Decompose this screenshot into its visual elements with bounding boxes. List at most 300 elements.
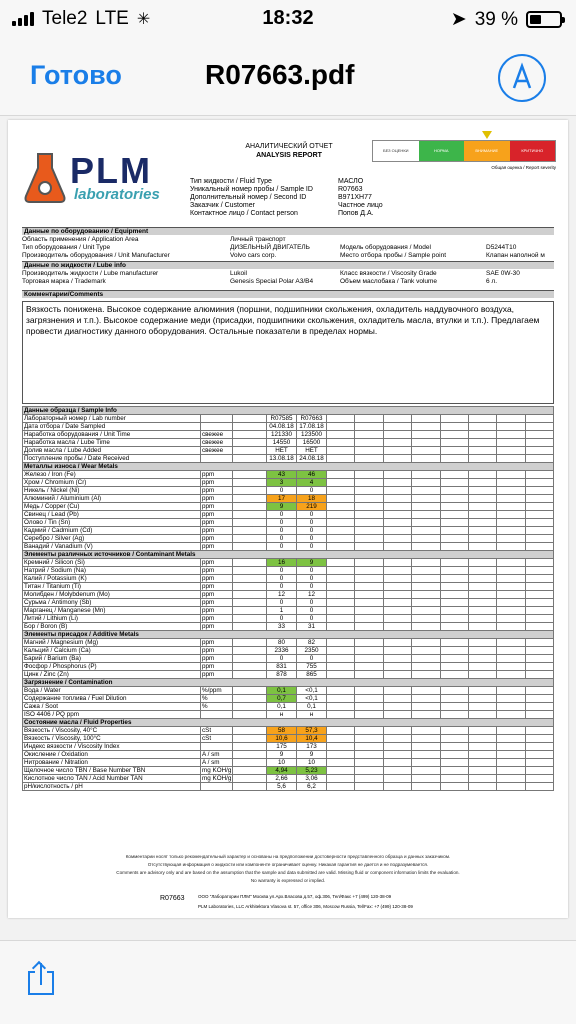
spacer xyxy=(233,639,267,647)
spacer xyxy=(233,767,267,775)
empty-cell xyxy=(355,615,383,623)
unit xyxy=(201,455,233,463)
param-name: Фосфор / Phosphorus (P) xyxy=(23,663,201,671)
value-curr: 123500 xyxy=(297,431,327,439)
empty-cell xyxy=(525,575,553,583)
empty-cell xyxy=(327,575,355,583)
empty-cell xyxy=(440,495,468,503)
empty-cell xyxy=(525,495,553,503)
empty-cell xyxy=(440,727,468,735)
empty-cell xyxy=(383,727,411,735)
empty-cell xyxy=(355,663,383,671)
empty-cell xyxy=(383,503,411,511)
empty-cell xyxy=(383,479,411,487)
empty-cell xyxy=(525,735,553,743)
value-prev: 10 xyxy=(267,759,297,767)
value-curr: 0 xyxy=(297,615,327,623)
spacer xyxy=(233,703,267,711)
empty-cell xyxy=(440,527,468,535)
empty-cell xyxy=(497,543,525,551)
empty-cell xyxy=(525,455,553,463)
section-title: Элементы присадок / Additive Metals xyxy=(23,631,554,639)
empty-cell xyxy=(440,543,468,551)
empty-cell xyxy=(383,615,411,623)
empty-cell xyxy=(525,471,553,479)
empty-cell xyxy=(525,487,553,495)
spacer xyxy=(233,543,267,551)
param-name: Щелочное число TBN / Base Number TBN xyxy=(23,767,201,775)
empty-cell xyxy=(468,503,496,511)
empty-cell xyxy=(525,591,553,599)
empty-cell xyxy=(497,423,525,431)
empty-cell xyxy=(440,431,468,439)
empty-cell xyxy=(525,567,553,575)
severity-marker xyxy=(482,131,492,139)
empty-cell xyxy=(525,687,553,695)
empty-cell xyxy=(440,439,468,447)
empty-cell xyxy=(327,431,355,439)
empty-cell xyxy=(468,567,496,575)
unit: свежее xyxy=(201,447,233,455)
value-prev: 0 xyxy=(267,567,297,575)
empty-cell xyxy=(468,583,496,591)
param-name: Титан / Titanium (Ti) xyxy=(23,583,201,591)
empty-cell xyxy=(383,519,411,527)
empty-cell xyxy=(468,471,496,479)
empty-cell xyxy=(440,711,468,719)
empty-cell xyxy=(497,783,525,791)
empty-cell xyxy=(355,735,383,743)
empty-cell xyxy=(440,767,468,775)
empty-cell xyxy=(327,543,355,551)
value-prev: 5,6 xyxy=(267,783,297,791)
empty-cell xyxy=(525,415,553,423)
param-name: Магний / Magnesium (Mg) xyxy=(23,639,201,647)
value-curr: 0 xyxy=(297,655,327,663)
empty-cell xyxy=(383,751,411,759)
empty-cell xyxy=(327,695,355,703)
value-curr: 9 xyxy=(297,559,327,567)
empty-cell xyxy=(412,607,440,615)
empty-cell xyxy=(383,455,411,463)
equip-row: Тип оборудования / Unit Type ДИЗЕЛЬНЫЙ ДВИГАТЕЛЬ Модель оборудования / Model D5244T10 xyxy=(22,244,517,251)
status-bar xyxy=(0,0,576,40)
value-prev: 175 xyxy=(267,743,297,751)
equip-row: Производитель оборудования / Unit Manufacturer Volvo cars corp. Место отбора пробы / Sample point Клапан наполной м xyxy=(22,252,545,259)
value-curr: 0 xyxy=(297,519,327,527)
disclaimer: Комментарии носят только рекомендательный характер и основаны на предположении достоверности представленного образца и данных заказчиком. Отсутствующая информация о жидкости или компоненте ограничивает оценку. Никакая гарантия не дается и не подразумевается. Comments are advisory only and are based on the assumption that the sample and data submitted are valid. Missing fluid or component information limits the evaluation. No warranty is expressed or implied. xyxy=(116,854,460,883)
value-prev: НЕТ xyxy=(267,447,297,455)
empty-cell xyxy=(327,687,355,695)
table-row xyxy=(23,439,554,447)
empty-cell xyxy=(412,575,440,583)
table-row xyxy=(23,735,554,743)
empty-cell xyxy=(327,495,355,503)
spacer xyxy=(233,615,267,623)
empty-cell xyxy=(383,527,411,535)
spacer xyxy=(233,711,267,719)
empty-cell xyxy=(355,503,383,511)
empty-cell xyxy=(497,711,525,719)
param-name: Наработка масла / Lube Time xyxy=(23,439,201,447)
value-curr: 4 xyxy=(297,479,327,487)
unit: ppm xyxy=(201,647,233,655)
empty-cell xyxy=(468,751,496,759)
unit xyxy=(201,711,233,719)
unit: ppm xyxy=(201,535,233,543)
section-title: Загрязнение / Contamination xyxy=(23,679,554,687)
empty-cell xyxy=(412,639,440,647)
logo-subtext: laboratories xyxy=(74,186,160,203)
param-name: Никель / Nickel (Ni) xyxy=(23,487,201,495)
unit xyxy=(201,423,233,431)
empty-cell xyxy=(383,415,411,423)
empty-cell xyxy=(440,607,468,615)
unit: свежее xyxy=(201,439,233,447)
param-name: Натрий / Sodium (Na) xyxy=(23,567,201,575)
empty-cell xyxy=(383,607,411,615)
value-prev: R07585 xyxy=(267,415,297,423)
param-name: Вода / Water xyxy=(23,687,201,695)
spacer xyxy=(233,623,267,631)
empty-cell xyxy=(525,423,553,431)
empty-cell xyxy=(327,447,355,455)
value-curr: 82 xyxy=(297,639,327,647)
empty-cell xyxy=(327,727,355,735)
value-curr: 24.08.18 xyxy=(297,455,327,463)
value-prev: 10,6 xyxy=(267,735,297,743)
empty-cell xyxy=(355,495,383,503)
battery-icon xyxy=(526,11,562,28)
spacer xyxy=(233,727,267,735)
lube-section: Данные по жидкости / Lube info xyxy=(22,261,554,269)
empty-cell xyxy=(355,559,383,567)
param-name: Сажа / Soot xyxy=(23,703,201,711)
spacer xyxy=(233,575,267,583)
empty-cell xyxy=(327,775,355,783)
unit xyxy=(201,743,233,751)
empty-cell xyxy=(412,527,440,535)
empty-cell xyxy=(355,695,383,703)
empty-cell xyxy=(440,583,468,591)
param-name: Молибден / Molybdenum (Mo) xyxy=(23,591,201,599)
equip-row: Область применения / Application Area Личный транспорт xyxy=(22,236,286,243)
value-curr: 6,2 xyxy=(297,783,327,791)
table-row xyxy=(23,599,554,607)
empty-cell xyxy=(383,439,411,447)
unit: ppm xyxy=(201,495,233,503)
empty-cell xyxy=(440,599,468,607)
empty-cell xyxy=(497,695,525,703)
empty-cell xyxy=(525,535,553,543)
empty-cell xyxy=(327,471,355,479)
empty-cell xyxy=(355,647,383,655)
value-prev: 3 xyxy=(267,479,297,487)
value-curr: 865 xyxy=(297,671,327,679)
value-prev: 0,7 xyxy=(267,695,297,703)
empty-cell xyxy=(327,751,355,759)
table-row xyxy=(23,447,554,455)
unit: ppm xyxy=(201,471,233,479)
empty-cell xyxy=(355,655,383,663)
empty-cell xyxy=(525,639,553,647)
empty-cell xyxy=(497,775,525,783)
empty-cell xyxy=(383,711,411,719)
empty-cell xyxy=(497,703,525,711)
empty-cell xyxy=(525,775,553,783)
share-button[interactable] xyxy=(28,961,54,995)
markup-icon xyxy=(500,56,544,100)
empty-cell xyxy=(525,743,553,751)
spacer xyxy=(233,743,267,751)
empty-cell xyxy=(468,671,496,679)
unit: % xyxy=(201,703,233,711)
unit: свежее xyxy=(201,431,233,439)
empty-cell xyxy=(468,599,496,607)
empty-cell xyxy=(525,671,553,679)
value-prev: 0 xyxy=(267,655,297,663)
empty-cell xyxy=(468,607,496,615)
value-curr: 0 xyxy=(297,575,327,583)
empty-cell xyxy=(327,559,355,567)
table-row xyxy=(23,759,554,767)
param-name: Поступление пробы / Date Received xyxy=(23,455,201,463)
empty-cell xyxy=(327,527,355,535)
value-prev: 121330 xyxy=(267,431,297,439)
clock: 18:32 xyxy=(262,7,314,29)
empty-cell xyxy=(412,439,440,447)
empty-cell xyxy=(355,487,383,495)
empty-cell xyxy=(468,711,496,719)
empty-cell xyxy=(468,447,496,455)
empty-cell xyxy=(440,559,468,567)
empty-cell xyxy=(497,495,525,503)
empty-cell xyxy=(383,423,411,431)
empty-cell xyxy=(468,743,496,751)
param-name: Литий / Lithium (Li) xyxy=(23,615,201,623)
empty-cell xyxy=(383,759,411,767)
value-prev: 12 xyxy=(267,591,297,599)
empty-cell xyxy=(468,703,496,711)
spacer xyxy=(233,695,267,703)
empty-cell xyxy=(355,439,383,447)
empty-cell xyxy=(412,655,440,663)
empty-cell xyxy=(468,479,496,487)
severity-critical: КРИТИЧНО xyxy=(510,141,556,161)
empty-cell xyxy=(440,487,468,495)
table-section-header xyxy=(23,719,554,727)
value-curr: 10,4 xyxy=(297,735,327,743)
empty-cell xyxy=(468,591,496,599)
value-prev: 1 xyxy=(267,607,297,615)
empty-cell xyxy=(468,415,496,423)
empty-cell xyxy=(355,535,383,543)
unit: ppm xyxy=(201,503,233,511)
table-row xyxy=(23,711,554,719)
table-row xyxy=(23,455,554,463)
empty-cell xyxy=(412,543,440,551)
empty-cell xyxy=(355,591,383,599)
empty-cell xyxy=(327,671,355,679)
param-name: Содержание топлива / Fuel Dilution xyxy=(23,695,201,703)
unit: ppm xyxy=(201,511,233,519)
empty-cell xyxy=(327,623,355,631)
empty-cell xyxy=(440,623,468,631)
value-curr: 0,1 xyxy=(297,703,327,711)
value-curr: <0,1 xyxy=(297,695,327,703)
table-row xyxy=(23,727,554,735)
empty-cell xyxy=(412,735,440,743)
table-row xyxy=(23,639,554,647)
value-prev: 0 xyxy=(267,583,297,591)
empty-cell xyxy=(468,543,496,551)
empty-cell xyxy=(327,743,355,751)
empty-cell xyxy=(412,671,440,679)
empty-cell xyxy=(412,519,440,527)
empty-cell xyxy=(497,671,525,679)
param-name: Дата отбора / Date Sampled xyxy=(23,423,201,431)
empty-cell xyxy=(497,431,525,439)
unit: ppm xyxy=(201,599,233,607)
empty-cell xyxy=(497,647,525,655)
table-row xyxy=(23,479,554,487)
empty-cell xyxy=(497,615,525,623)
empty-cell xyxy=(412,759,440,767)
empty-cell xyxy=(497,471,525,479)
table-row xyxy=(23,743,554,751)
value-curr: 173 xyxy=(297,743,327,751)
empty-cell xyxy=(383,639,411,647)
empty-cell xyxy=(412,703,440,711)
spacer xyxy=(233,479,267,487)
table-row xyxy=(23,607,554,615)
param-name: Лабораторный номер / Lab number xyxy=(23,415,201,423)
empty-cell xyxy=(327,511,355,519)
empty-cell xyxy=(412,647,440,655)
value-curr: 0 xyxy=(297,543,327,551)
empty-cell xyxy=(383,495,411,503)
param-name: Сурьма / Antimony (Sb) xyxy=(23,599,201,607)
table-row xyxy=(23,471,554,479)
value-curr: н xyxy=(297,711,327,719)
param-name: Вязкость / Viscosity, 100°C xyxy=(23,735,201,743)
empty-cell xyxy=(383,767,411,775)
empty-cell xyxy=(355,743,383,751)
empty-cell xyxy=(412,687,440,695)
bottom-toolbar xyxy=(0,940,576,1024)
empty-cell xyxy=(412,711,440,719)
empty-cell xyxy=(327,591,355,599)
value-curr: 12 xyxy=(297,591,327,599)
empty-cell xyxy=(468,759,496,767)
value-prev: н xyxy=(267,711,297,719)
done-button[interactable]: Готово xyxy=(30,60,122,90)
empty-cell xyxy=(440,783,468,791)
results-table xyxy=(22,406,554,791)
spacer xyxy=(233,687,267,695)
empty-cell xyxy=(383,695,411,703)
empty-cell xyxy=(468,495,496,503)
empty-cell xyxy=(497,567,525,575)
network-type: LTE xyxy=(95,8,129,29)
empty-cell xyxy=(412,415,440,423)
param-name: Алюминий / Aluminium (Al) xyxy=(23,495,201,503)
empty-cell xyxy=(327,487,355,495)
empty-cell xyxy=(355,711,383,719)
unit: ppm xyxy=(201,543,233,551)
value-curr: 755 xyxy=(297,663,327,671)
spacer xyxy=(233,447,267,455)
param-name: Бор / Boron (B) xyxy=(23,623,201,631)
value-curr: НЕТ xyxy=(297,447,327,455)
pdf-page xyxy=(8,120,568,918)
spacer xyxy=(233,663,267,671)
param-name: Медь / Copper (Cu) xyxy=(23,503,201,511)
value-prev: 04.08.18 xyxy=(267,423,297,431)
spacer xyxy=(233,527,267,535)
value-curr: 0 xyxy=(297,535,327,543)
param-name: Кальций / Calcium (Ca) xyxy=(23,647,201,655)
empty-cell xyxy=(383,623,411,631)
empty-cell xyxy=(497,727,525,735)
empty-cell xyxy=(497,767,525,775)
empty-cell xyxy=(468,783,496,791)
empty-cell xyxy=(327,655,355,663)
table-row xyxy=(23,495,554,503)
empty-cell xyxy=(497,735,525,743)
empty-cell xyxy=(468,735,496,743)
spacer xyxy=(233,535,267,543)
param-name: Ванадий / Vanadium (V) xyxy=(23,543,201,551)
empty-cell xyxy=(468,439,496,447)
unit: A / sm xyxy=(201,759,233,767)
empty-cell xyxy=(468,431,496,439)
report-title: АНАЛИТИЧЕСКИЙ ОТЧЕТ ANALYSIS REPORT xyxy=(245,143,333,159)
severity-none: БЕЗ ОЦЕНКИ xyxy=(373,141,419,161)
value-prev: 0 xyxy=(267,535,297,543)
unit: ppm xyxy=(201,655,233,663)
table-section-header xyxy=(23,631,554,639)
empty-cell xyxy=(440,591,468,599)
empty-cell xyxy=(327,567,355,575)
empty-cell xyxy=(355,519,383,527)
unit: % xyxy=(201,695,233,703)
empty-cell xyxy=(355,599,383,607)
spacer xyxy=(233,591,267,599)
empty-cell xyxy=(497,415,525,423)
empty-cell xyxy=(355,703,383,711)
empty-cell xyxy=(383,471,411,479)
spacer xyxy=(233,495,267,503)
table-row xyxy=(23,663,554,671)
markup-button[interactable] xyxy=(498,54,546,102)
table-row xyxy=(23,623,554,631)
empty-cell xyxy=(525,447,553,455)
param-name: Кадмий / Cadmium (Cd) xyxy=(23,527,201,535)
empty-cell xyxy=(497,503,525,511)
table-row xyxy=(23,655,554,663)
value-prev: 4,94 xyxy=(267,767,297,775)
table-section-header xyxy=(23,679,554,687)
empty-cell xyxy=(383,663,411,671)
value-prev: 16 xyxy=(267,559,297,567)
table-row xyxy=(23,431,554,439)
empty-cell xyxy=(327,711,355,719)
empty-cell xyxy=(440,639,468,647)
empty-cell xyxy=(412,751,440,759)
value-prev: 0 xyxy=(267,575,297,583)
nav-bar xyxy=(0,40,576,116)
